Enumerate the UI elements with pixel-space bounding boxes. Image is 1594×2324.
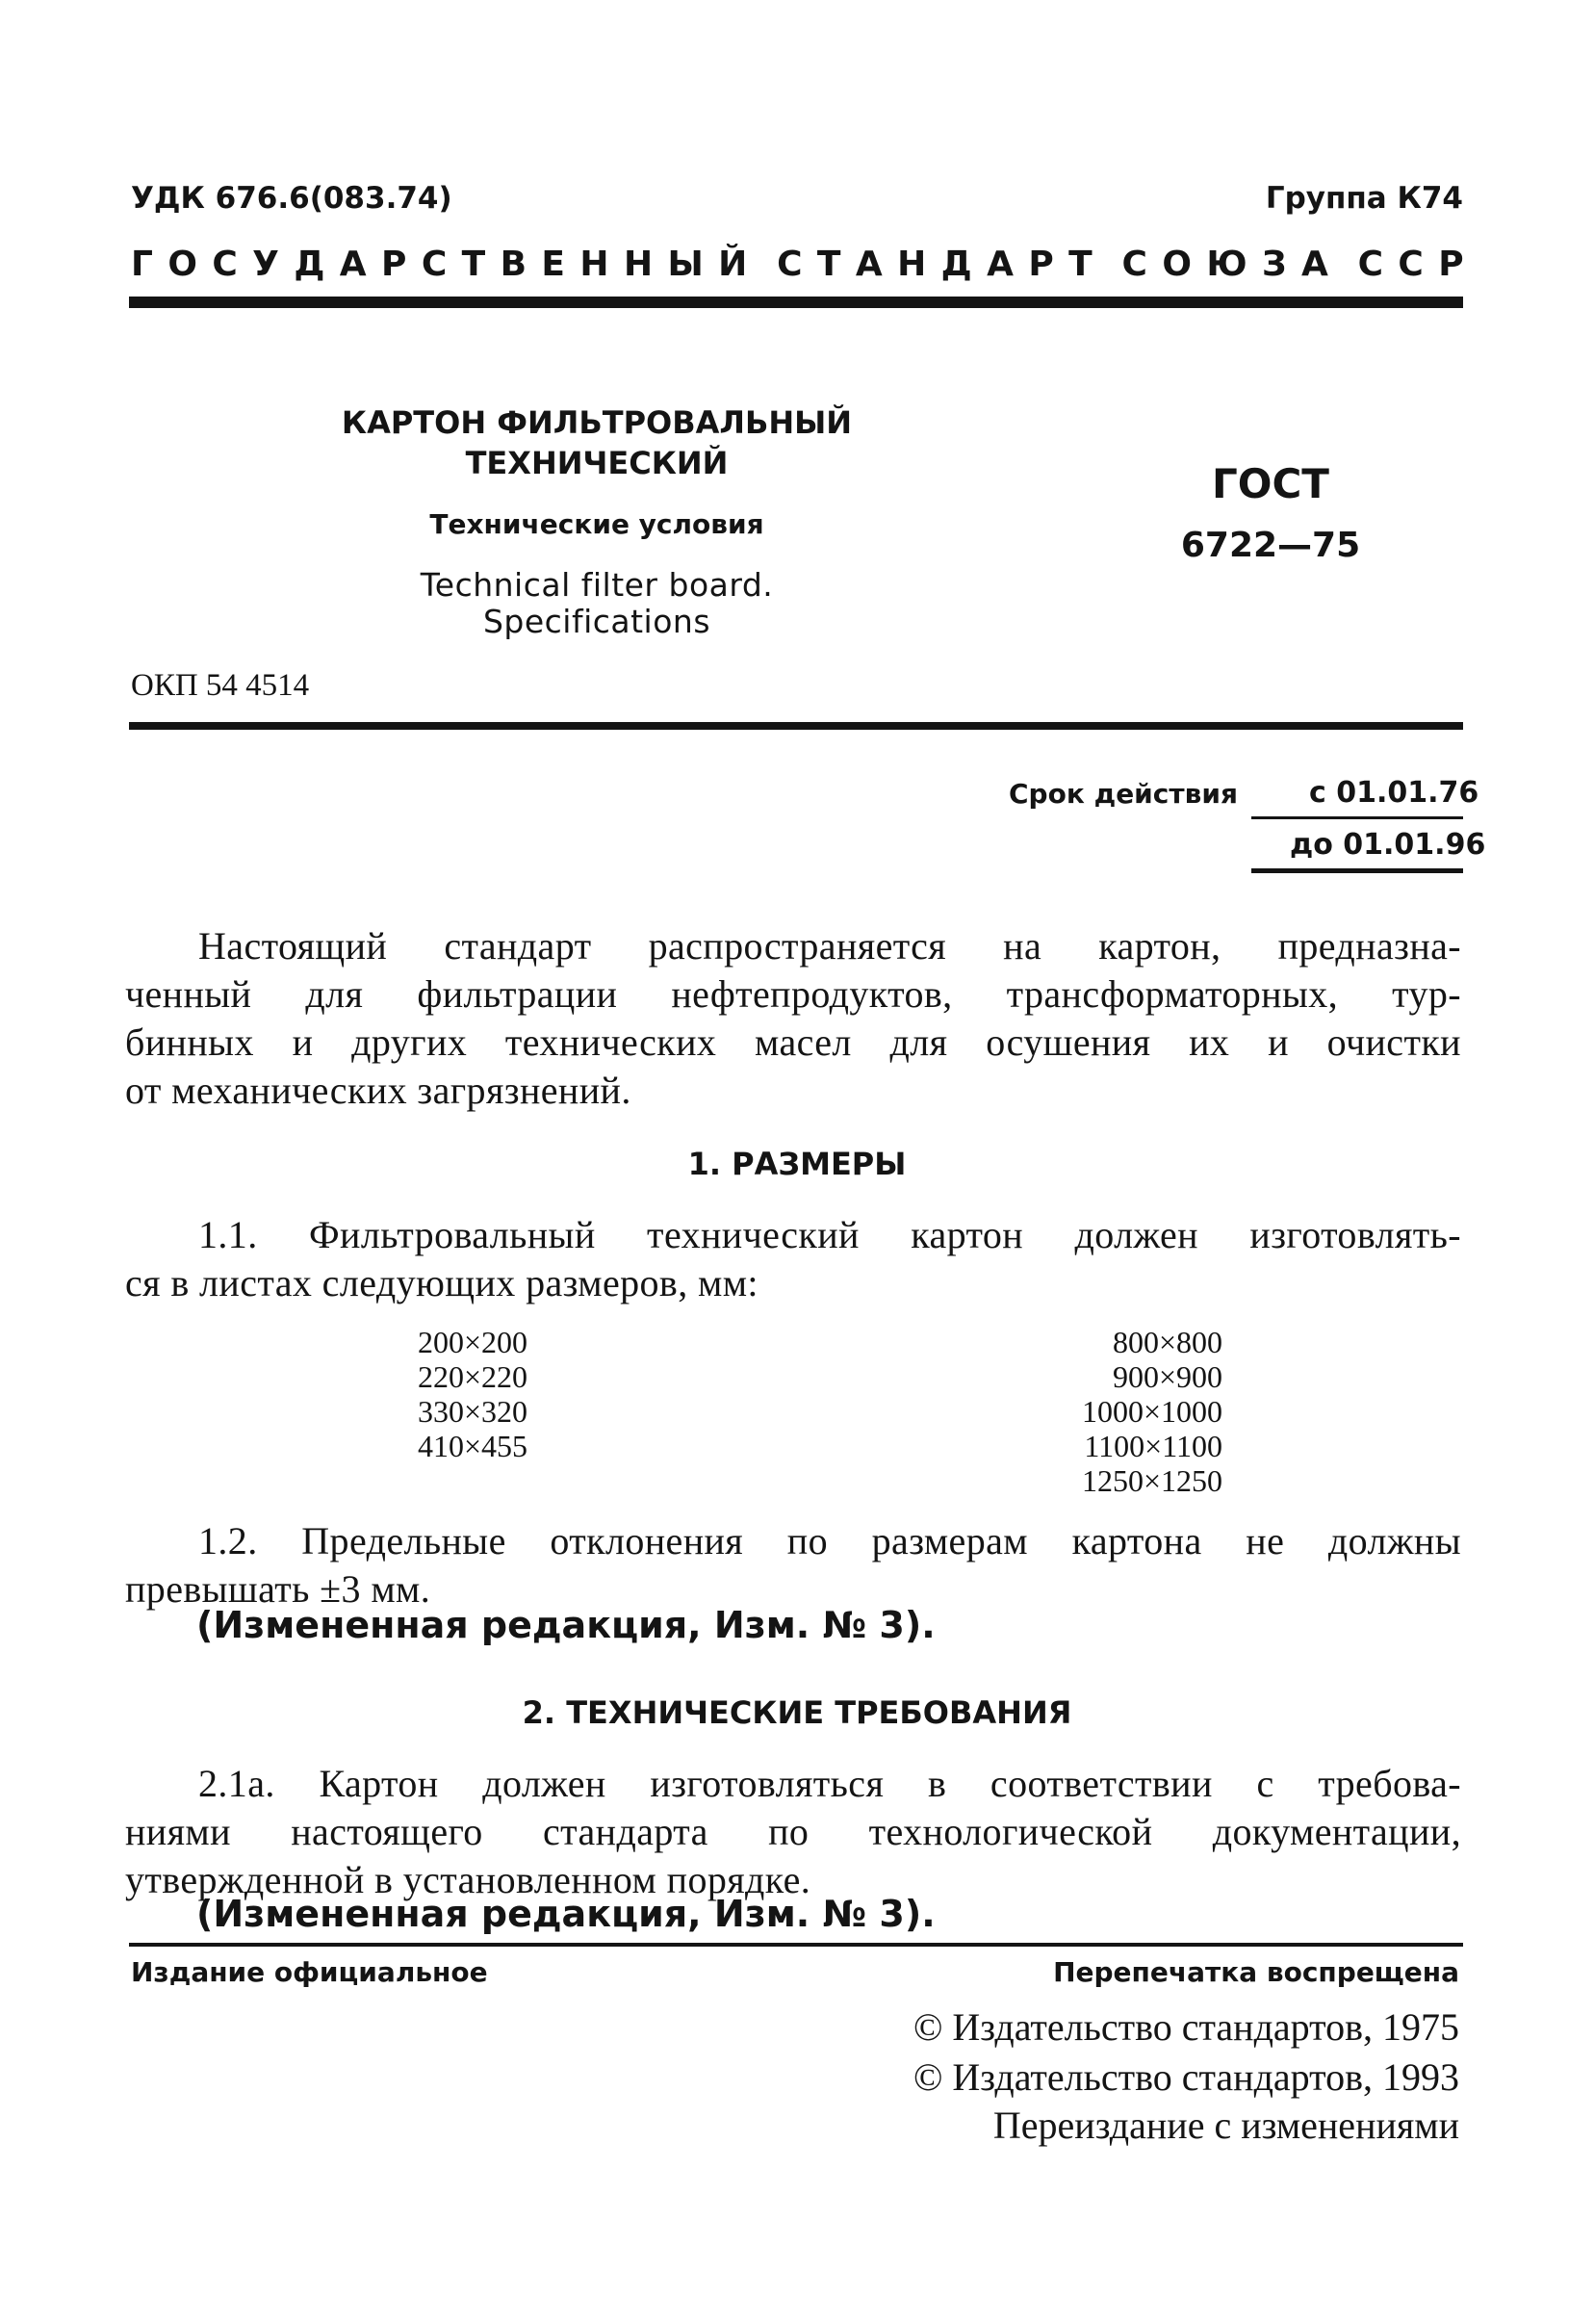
reissue-note: Переиздание с изменениями xyxy=(992,2104,1459,2147)
banner-letter: С xyxy=(1121,245,1147,284)
section1-p2-line: 1.2. Предельные отклонения по размерам картона не должны xyxy=(198,1519,1461,1562)
section2-p1-line: ниями настоящего стандарта по технологической документации, xyxy=(125,1810,1461,1853)
banner-letter: А xyxy=(987,245,1014,284)
english-title-line1: Technical filter board. xyxy=(420,566,774,604)
section2-p1-line: 2.1а. Картон должен изготовляться в соответствии с требова- xyxy=(198,1762,1461,1805)
size-item: 1100×1100 xyxy=(1084,1429,1222,1463)
intro-line: бинных и других технических масел для осушения их и очистки xyxy=(125,1020,1461,1064)
intro-line: ченный для фильтрации нефтепродуктов, трансформаторных, тур- xyxy=(125,972,1461,1016)
banner-letter: З xyxy=(1261,245,1287,284)
banner-letter: Т xyxy=(816,245,841,284)
banner-letter: Ы xyxy=(667,245,704,284)
size-item: 900×900 xyxy=(1112,1359,1222,1394)
banner-letter: О xyxy=(1162,245,1192,284)
gost-label: ГОСТ xyxy=(1212,460,1329,507)
banner-letter: Т xyxy=(461,245,486,284)
section2-heading: 2. ТЕХНИЧЕСКИЕ ТРЕБОВАНИЯ xyxy=(522,1694,1072,1731)
banner-letter: Ю xyxy=(1206,245,1247,284)
reprint-prohibited-label: Перепечатка воспрещена xyxy=(1053,1956,1459,1988)
section1-paragraph2 xyxy=(125,1517,1461,1614)
intro-paragraph xyxy=(125,922,1461,1115)
udk-code: УДК 676.6(083.74) xyxy=(131,181,452,216)
validity-label: Срок действия xyxy=(1009,778,1238,810)
section2-amendment: (Измененная редакция, Изм. № 3). xyxy=(196,1893,936,1935)
validity-divider xyxy=(1251,816,1463,819)
banner-letter: О xyxy=(167,245,197,284)
state-standard-banner xyxy=(131,245,1464,284)
banner-letter: Р xyxy=(1028,245,1054,284)
banner-letter: Д xyxy=(940,245,972,284)
banner-letter: С xyxy=(777,245,803,284)
banner-letter: Й xyxy=(718,245,748,284)
banner-letter: С xyxy=(1398,245,1424,284)
section1-heading: 1. РАЗМЕРЫ xyxy=(687,1146,907,1182)
document-title-line2: ТЕХНИЧЕСКИЙ xyxy=(465,445,729,481)
section1-p1-line: 1.1. Фильтровальный технический картон должен изготовлять- xyxy=(198,1213,1461,1256)
size-item: 1250×1250 xyxy=(1081,1463,1222,1498)
group-code: Группа К74 xyxy=(1265,181,1463,216)
gost-number: 6722—75 xyxy=(1180,526,1361,565)
intro-line: от механических загрязнений. xyxy=(125,1069,631,1112)
document-title-line1: КАРТОН ФИЛЬТРОВАЛЬНЫЙ xyxy=(341,404,853,441)
official-edition-label: Издание официальное xyxy=(131,1956,488,1988)
title-thick-rule xyxy=(129,722,1463,730)
banner-letter: У xyxy=(252,245,279,284)
section2-p1-line: утвержденной в установленном порядке. xyxy=(125,1858,811,1901)
sizes-left-column xyxy=(383,1325,527,1463)
copyright-1975: © Издательство стандартов, 1975 xyxy=(913,2005,1459,2049)
section1-amendment: (Измененная редакция, Изм. № 3). xyxy=(196,1604,936,1646)
validity-underline xyxy=(1251,868,1463,873)
banner-letter: Н xyxy=(897,245,927,284)
section1-p2-line: превышать ±3 мм. xyxy=(125,1567,431,1611)
banner-letter: С xyxy=(1357,245,1384,284)
banner-letter: А xyxy=(339,245,367,284)
banner-letter: А xyxy=(855,245,883,284)
size-item: 200×200 xyxy=(417,1325,527,1359)
size-item: 330×320 xyxy=(417,1394,527,1429)
validity-from: с 01.01.76 xyxy=(1309,776,1479,810)
header-thick-rule xyxy=(129,297,1463,308)
banner-letter: Р xyxy=(1438,245,1464,284)
banner-letter: Г xyxy=(131,245,153,284)
banner-letter: Е xyxy=(541,245,566,284)
validity-to: до 01.01.96 xyxy=(1290,828,1486,862)
banner-letter: Н xyxy=(623,245,654,284)
size-item: 410×455 xyxy=(417,1429,527,1463)
document-subtitle: Технические условия xyxy=(429,508,764,540)
intro-line: Настоящий стандарт распространяется на картон, предназна- xyxy=(198,924,1461,968)
section1-paragraph1 xyxy=(125,1211,1461,1307)
section1-p1-line: ся в листах следующих размеров, мм: xyxy=(125,1261,758,1304)
banner-letter: Д xyxy=(294,245,325,284)
copyright-1993: © Издательство стандартов, 1993 xyxy=(913,2055,1459,2099)
sizes-right-column xyxy=(1020,1325,1222,1498)
english-title-line2: Specifications xyxy=(482,603,711,640)
okp-code: ОКП 54 4514 xyxy=(131,668,310,703)
banner-letter: Т xyxy=(1068,245,1093,284)
banner-letter: С xyxy=(212,245,238,284)
size-item: 220×220 xyxy=(417,1359,527,1394)
banner-letter: А xyxy=(1300,245,1328,284)
banner-letter: В xyxy=(500,245,527,284)
footer-rule xyxy=(129,1943,1463,1947)
size-item: 1000×1000 xyxy=(1081,1394,1222,1429)
section2-paragraph1 xyxy=(125,1760,1461,1904)
banner-letter: Р xyxy=(381,245,407,284)
banner-letter: Н xyxy=(579,245,609,284)
size-item: 800×800 xyxy=(1112,1325,1222,1359)
banner-letter: С xyxy=(421,245,448,284)
